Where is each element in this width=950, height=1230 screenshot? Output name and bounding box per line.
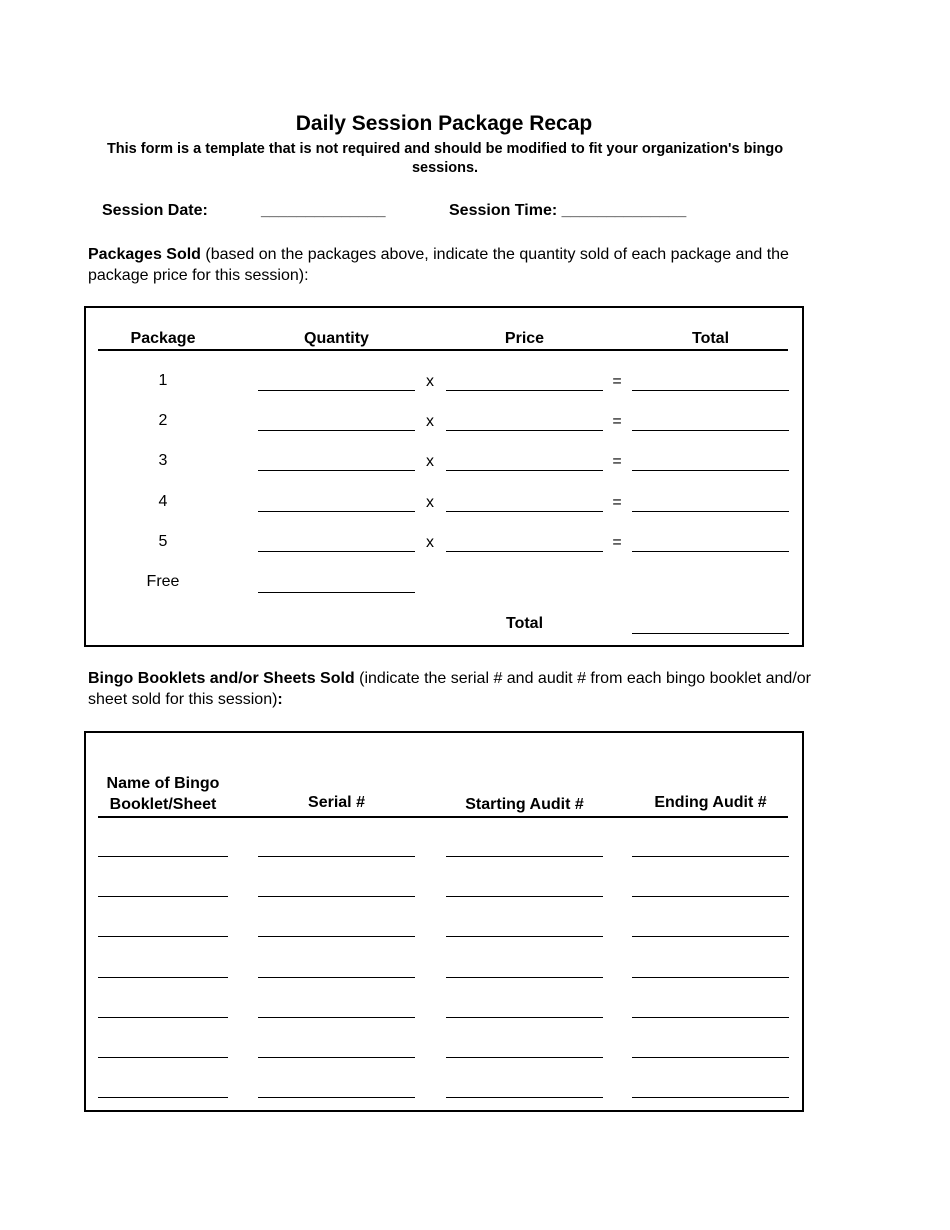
starting-audit-field[interactable] [446,1057,603,1058]
packages-intro [88,244,818,286]
free-label: Free [146,573,180,590]
starting-audit-field[interactable] [446,977,603,978]
multiply-symbol: x [426,533,434,551]
quantity-field[interactable] [258,470,415,471]
serial-field[interactable] [258,1097,415,1098]
ending-audit-field[interactable] [632,977,789,978]
grand-total-field[interactable] [632,633,789,634]
ending-audit-field[interactable] [632,1017,789,1018]
serial-field[interactable] [258,936,415,937]
packages-intro-heading: Packages Sold [88,246,201,263]
equals-symbol: = [612,493,622,511]
package-number: 1 [158,372,168,389]
price-field[interactable] [446,390,603,391]
session-date-field[interactable]: ______________ [261,202,386,219]
ending-audit-field[interactable] [632,1057,789,1058]
price-field[interactable] [446,511,603,512]
price-field[interactable] [446,470,603,471]
session-time-field[interactable]: Session Time: ______________ [449,202,687,219]
serial-field[interactable] [258,977,415,978]
col-header-starting-audit: Starting Audit # [465,796,584,813]
page-subtitle: This form is a template that is not required and should be modified to fit your organization's bingo sessions. [106,141,784,176]
serial-field[interactable] [258,1017,415,1018]
ending-audit-field[interactable] [632,896,789,897]
multiply-symbol: x [426,493,434,511]
multiply-symbol: x [426,413,434,431]
booklets-intro-text: (indicate the serial # and audit # from each bingo booklet and/or sheet sold for this session) [88,670,811,708]
package-number: 2 [158,412,168,430]
col-header-booklet-name: Name of Bingo Booklet/Sheet [106,775,220,813]
package-number: 5 [158,532,168,550]
col-header-total: Total [691,330,730,347]
serial-field[interactable] [258,896,415,897]
price-field[interactable] [446,551,603,552]
starting-audit-field[interactable] [446,1097,603,1098]
row-total-field[interactable] [632,511,789,512]
price-field[interactable] [446,430,603,431]
serial-field[interactable] [258,1057,415,1058]
row-total-field[interactable] [632,551,789,552]
quantity-field[interactable] [258,430,415,431]
grand-total-label: Total [505,615,544,632]
row-total-field[interactable] [632,470,789,471]
col-header-package: Package [130,330,196,347]
packages-header-rule [98,349,788,351]
booklet-name-field[interactable] [98,977,228,978]
row-total-field[interactable] [632,430,789,431]
starting-audit-field[interactable] [446,896,603,897]
multiply-symbol: x [426,453,434,471]
packages-intro-text: (based on the packages above, indicate the quantity sold of each package and the package price for this session): [88,246,789,284]
booklet-name-field[interactable] [98,936,228,937]
equals-symbol: = [612,533,622,551]
page-title: Daily Session Package Recap [295,112,593,135]
session-date-label: Session Date: [102,202,208,219]
col-header-quantity: Quantity [304,330,369,347]
equals-symbol: = [612,453,622,471]
equals-symbol: = [612,413,622,431]
package-number: 4 [158,492,168,510]
multiply-symbol: x [426,373,434,390]
row-total-field[interactable] [632,390,789,391]
booklets-intro-colon: : [277,691,283,708]
package-number: 3 [158,452,168,470]
equals-symbol: = [612,373,622,390]
col-header-ending-audit: Ending Audit # [654,794,767,811]
booklets-intro-heading: Bingo Booklets and/or Sheets Sold [88,670,355,687]
booklet-name-field[interactable] [98,896,228,897]
booklets-header-rule [98,816,788,818]
quantity-field[interactable] [258,511,415,512]
ending-audit-field[interactable] [632,1097,789,1098]
starting-audit-field[interactable] [446,856,603,857]
ending-audit-field[interactable] [632,936,789,937]
col-header-price: Price [504,330,545,347]
serial-field[interactable] [258,856,415,857]
booklet-name-field[interactable] [98,856,228,857]
packages-table [84,306,804,647]
starting-audit-field[interactable] [446,936,603,937]
free-quantity-field[interactable] [258,592,415,593]
ending-audit-field[interactable] [632,856,789,857]
quantity-field[interactable] [258,390,415,391]
booklet-name-field[interactable] [98,1097,228,1098]
booklet-name-field[interactable] [98,1017,228,1018]
quantity-field[interactable] [258,551,415,552]
booklet-name-field[interactable] [98,1057,228,1058]
col-header-serial: Serial # [308,794,365,811]
starting-audit-field[interactable] [446,1017,603,1018]
booklets-intro [88,668,818,710]
